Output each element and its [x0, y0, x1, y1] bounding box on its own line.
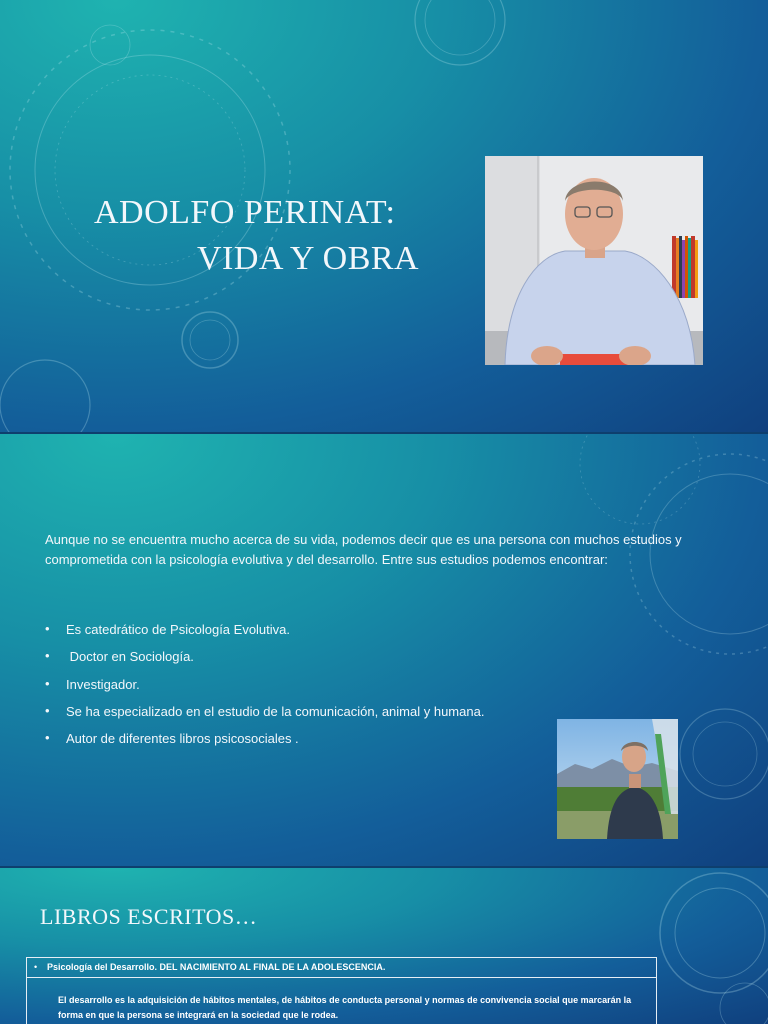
list-item: • Autor de diferentes libros psicosociales . [45, 731, 484, 758]
books-table [26, 957, 657, 1024]
slide-title: LIBROS ESCRITOS… [40, 904, 258, 929]
list-item: • Investigador. [45, 677, 484, 704]
bullet-marker: • [34, 962, 38, 972]
book-title: Psicología del Desarrollo. DEL NACIMIENTO AL FINAL DE LA ADOLESCENCIA. [47, 962, 386, 972]
books-slide [0, 868, 768, 1024]
title-slide [0, 0, 768, 432]
portrait-photo [485, 156, 703, 365]
book-description: El desarrollo es la adquisición de hábitos mentales, de hábitos de conducta personal y normas de convivencia social que marcarán la forma en que la persona se integrará en la sociedad que le rodea. [58, 995, 632, 1020]
list-item: • Se ha especializado en el estudio de la comunicación, animal y humana. [45, 704, 484, 731]
slide-title-line-2: VIDA Y OBRA [197, 240, 420, 277]
achievements-list [45, 622, 484, 758]
table-divider [27, 977, 656, 978]
slide-title-line-1: ADOLFO PERINAT: [94, 194, 396, 231]
list-item: • Es catedrático de Psicología Evolutiva. [45, 622, 484, 649]
outdoor-photo [557, 719, 678, 839]
bio-slide [0, 434, 768, 866]
list-item: • Doctor en Sociología. [45, 649, 484, 676]
intro-paragraph: Aunque no se encuentra mucho acerca de su vida, podemos decir que es una persona con muchos estudios y comprometida con la psicología evolutiva y del desarrollo. Entre sus estudios podemos encontrar: [45, 532, 682, 567]
